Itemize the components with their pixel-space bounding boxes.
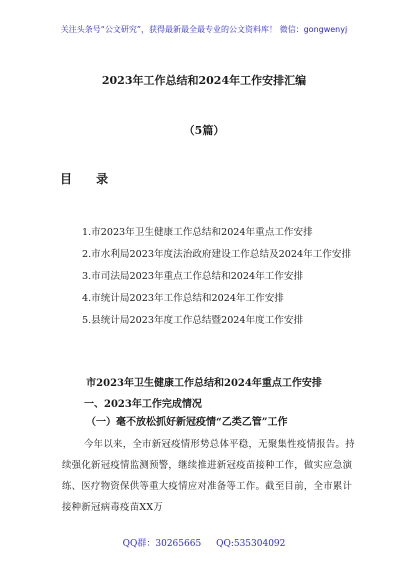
toc-item[interactable]: 5.县统计局2023年度工作总结暨2024年度工作安排 [82, 315, 304, 326]
header-promo-note: 关注头条号“公文研究”，获得最新最全最专业的公文资料库！ 微信：gongwenyj [60, 25, 348, 34]
toc-item[interactable]: 2.市水利局2023年度法治政府建设工作总结及2024年工作安排 [82, 249, 352, 260]
toc-item[interactable]: 4.市统计局2023年工作总结和2024年工作安排 [82, 293, 284, 304]
heading-level-1: 一、2023年工作完成情况 [84, 399, 202, 410]
section-title: 市2023年卫生健康工作总结和2024年重点工作安排 [86, 378, 322, 389]
toc-heading: 目 录 [60, 172, 119, 186]
footer-qq-group: QQ群：30265665 [122, 539, 202, 549]
footer-contact [0, 536, 408, 549]
toc-item[interactable]: 3.市司法局2023年重点工作总结和2024年工作安排 [82, 271, 304, 282]
document-title: 2023年工作总结和2024年工作安排汇编 [101, 74, 307, 87]
body-paragraph: 今年以来，全市新冠疫情形势总体平稳，无聚集性疫情报告。持续强化新冠疫情监测预警，继续推进新冠疫苗接种工作，做实应急演练、医疗物资保供等重大疫情应对准备等工作。截至目前，全市累计接种新冠病毒疫苗XX万 [62, 439, 355, 513]
toc-item[interactable]: 1.市2023年卫生健康工作总结和2024年重点工作安排 [82, 227, 313, 238]
document-count: （5篇） [183, 124, 225, 137]
heading-level-2: （一）毫不放松抓好新冠疫情“乙类乙管”工作 [86, 417, 288, 428]
table-of-contents [60, 222, 360, 332]
footer-qq-number: QQ:535304092 [216, 539, 286, 549]
